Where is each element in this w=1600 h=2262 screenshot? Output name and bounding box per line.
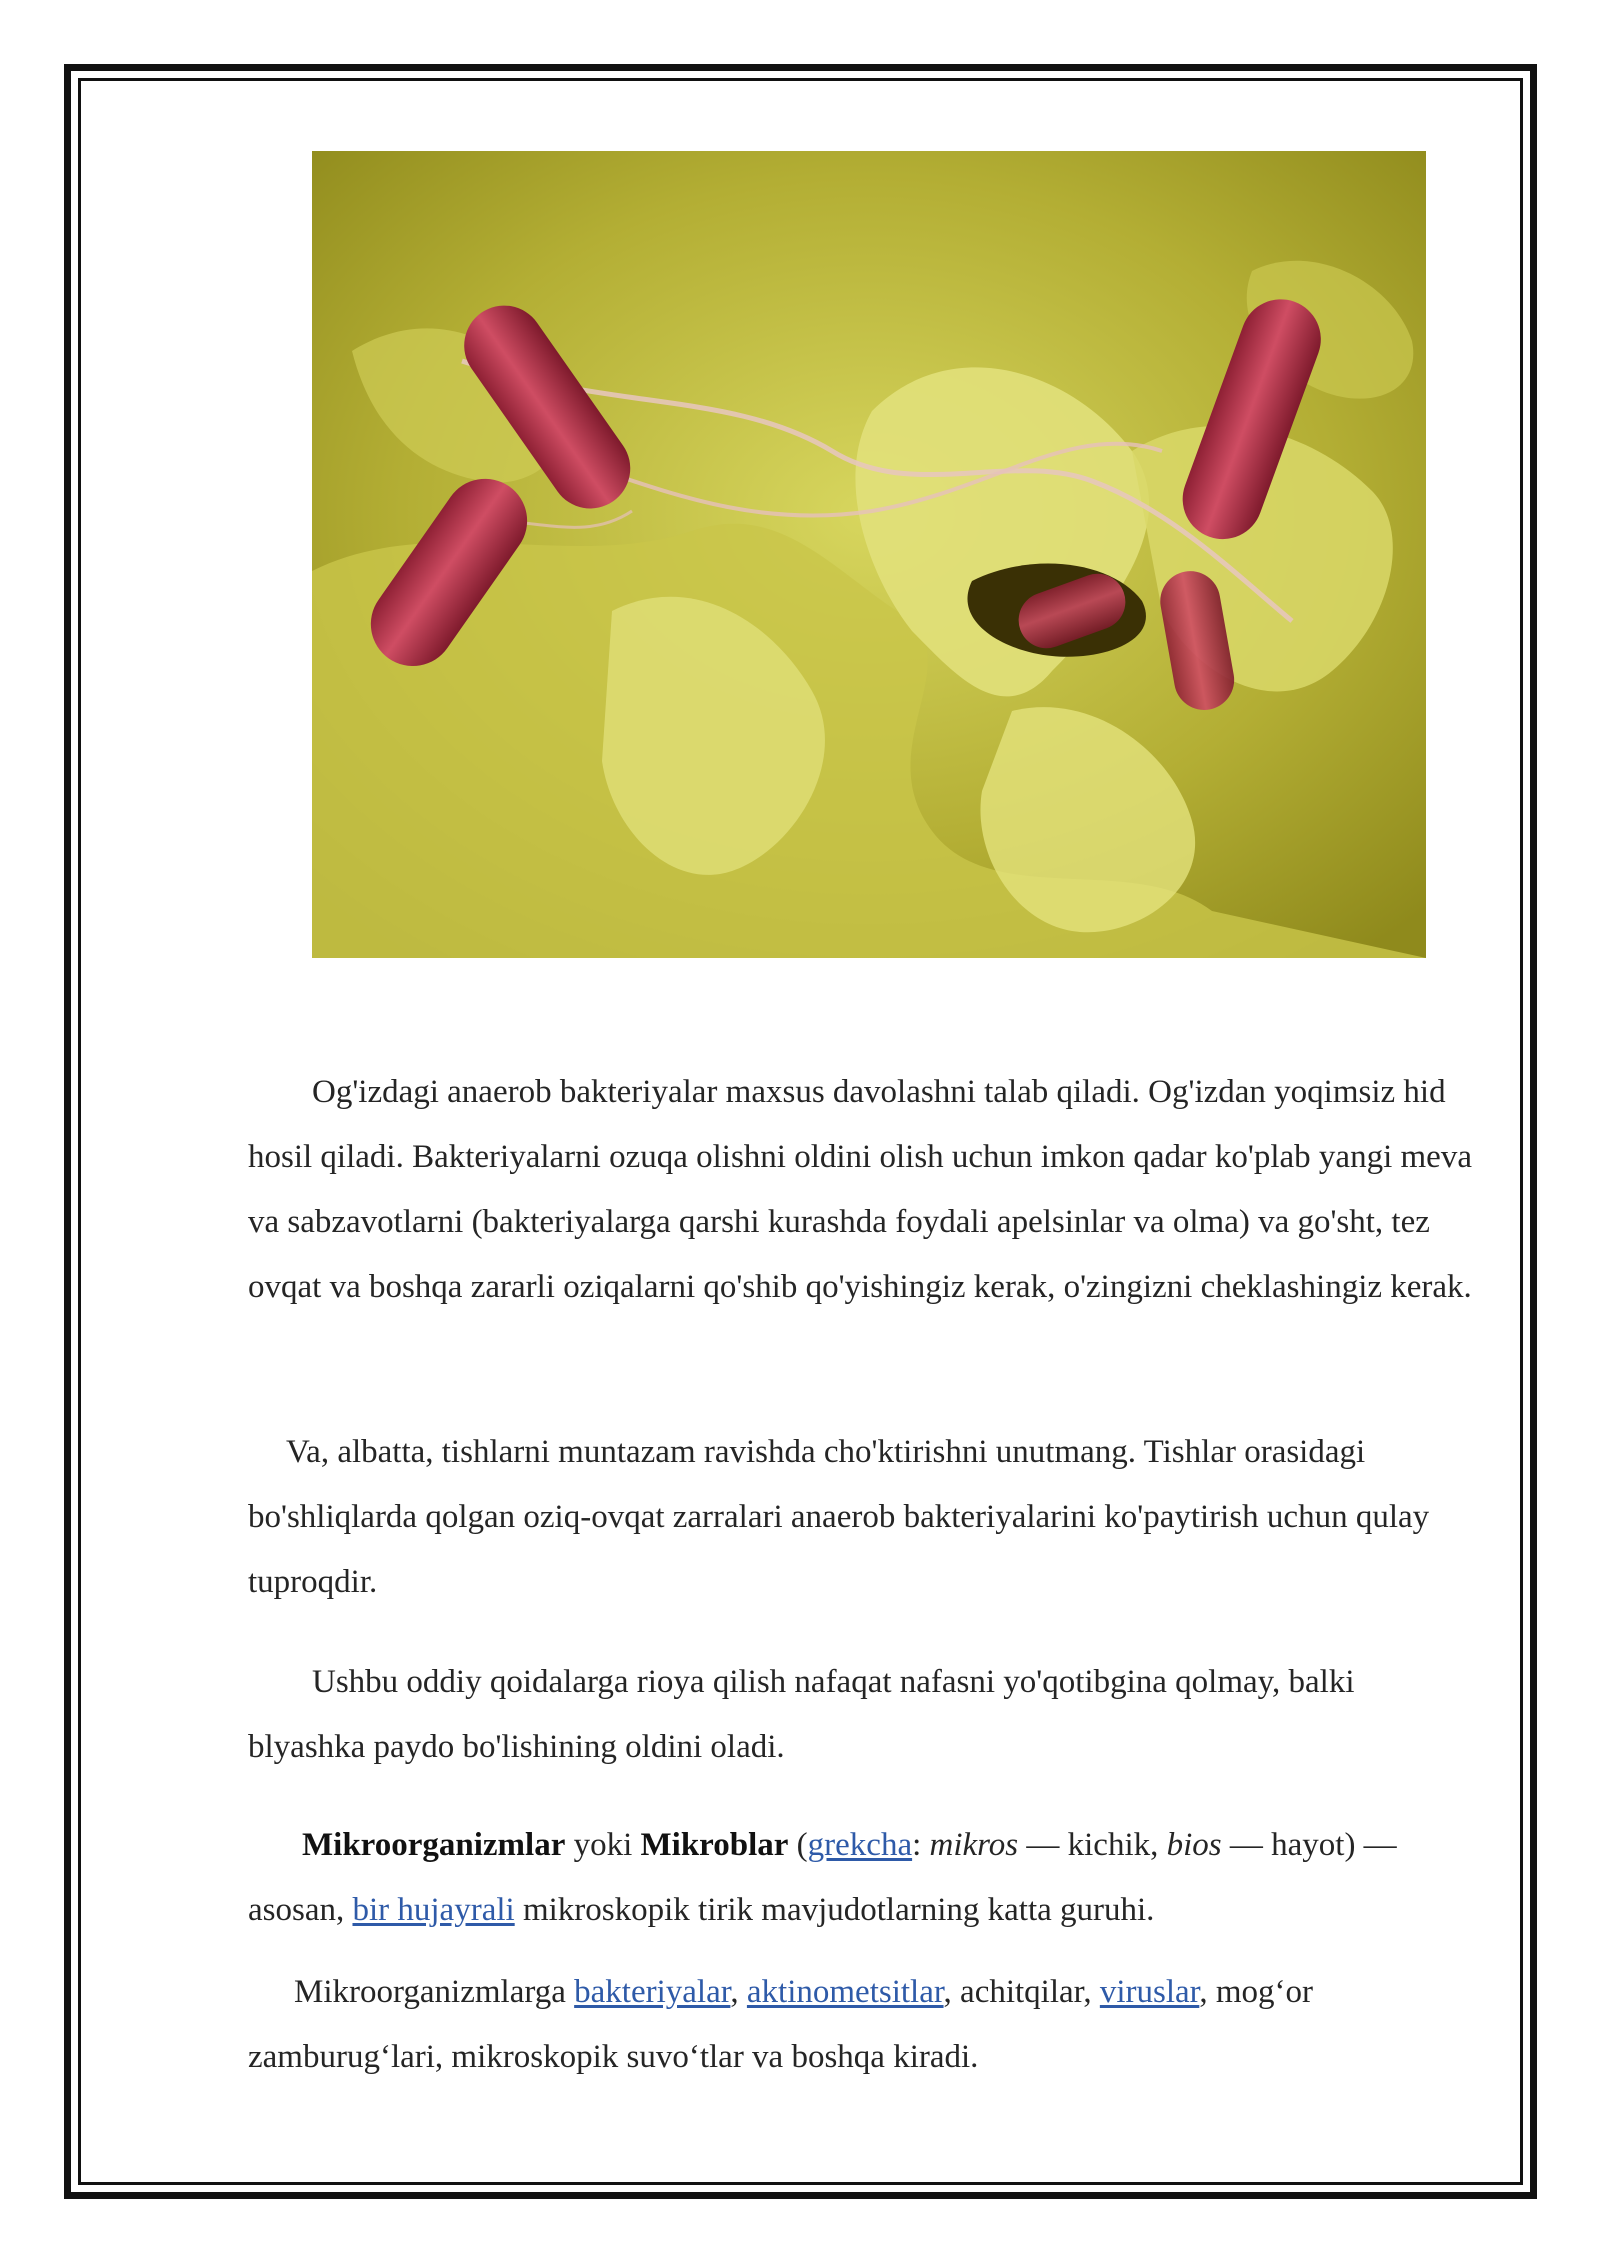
text-kichik: — kichik, [1018,1827,1167,1863]
text-list-rest: , mog‘or zamburug‘lari, mikroskopik suvo‘tlar va boshqa kiradi. [248,1974,1313,2075]
text-or: yoki [565,1827,641,1863]
paragraph-3 [248,1650,1478,1780]
micrograph-drawing [312,151,1426,958]
term-mikros: mikros [929,1827,1019,1863]
paragraph-5 [248,1960,1478,2090]
link-grekcha[interactable]: grekcha [807,1827,913,1863]
link-bir-hujayrali[interactable]: bir hujayrali [352,1892,515,1928]
term-mikroorganizmlar: Mikroorganizmlar [302,1827,566,1863]
paragraph-4-text [248,1813,1478,1943]
text-definition-rest: mikroskopik tirik mavjudotlarning katta guruhi. [514,1892,1155,1928]
paragraph-2 [248,1420,1478,1615]
link-aktinometsitlar[interactable]: aktinometsitlar [746,1974,944,2010]
paragraph-2-text: Va, albatta, tishlarni muntazam ravishda cho'ktirishni unutmang. Tishlar orasidagi bo'shliqlarda qolgan oziq-ovqat zarralari anaerob bakteriyalarini ko'paytirish uchun qulay tuproqdir. [248,1434,1430,1600]
paragraph-5-text [248,1960,1478,2090]
link-viruslar[interactable]: viruslar [1099,1974,1200,2010]
text-open-paren: ( [788,1827,808,1863]
link-bakteriyalar[interactable]: bakteriyalar [574,1974,731,2010]
text-mikroorganizmlarga: Mikroorganizmlarga [294,1974,575,2010]
text-comma: , [730,1974,747,2010]
paragraph-1 [248,1060,1478,1320]
term-mikroblar: Mikroblar [640,1827,789,1863]
term-bios: bios [1166,1827,1222,1863]
text-hayot: — hayot) — asosan, [248,1827,1397,1928]
bacteria-micrograph-image [312,151,1426,958]
paragraph-1-text: Og'izdagi anaerob bakteriyalar maxsus davolashni talab qiladi. Og'izdan yoqimsiz hid hosil qiladi. Bakteriyalarni ozuqa olishni oldini olish uchun imkon qadar ko'plab yangi meva va sabzavotlarni (bakteriyalarga qarshi kurashda foydali apelsinlar va olma) va go'sht, tez ovqat va boshqa zararli oziqalarni qo'shib qo'yishingiz kerak, o'zingizni cheklashingiz kerak. [248,1074,1472,1305]
paragraph-3-text: Ushbu oddiy qoidalarga rioya qilish nafaqat nafasni yo'qotibgina qolmay, balki blyashka paydo bo'lishining oldini oladi. [248,1664,1355,1765]
text-achitqilar: , achitqilar, [943,1974,1100,2010]
text-colon: : [912,1827,930,1863]
paragraph-4 [248,1813,1478,1943]
